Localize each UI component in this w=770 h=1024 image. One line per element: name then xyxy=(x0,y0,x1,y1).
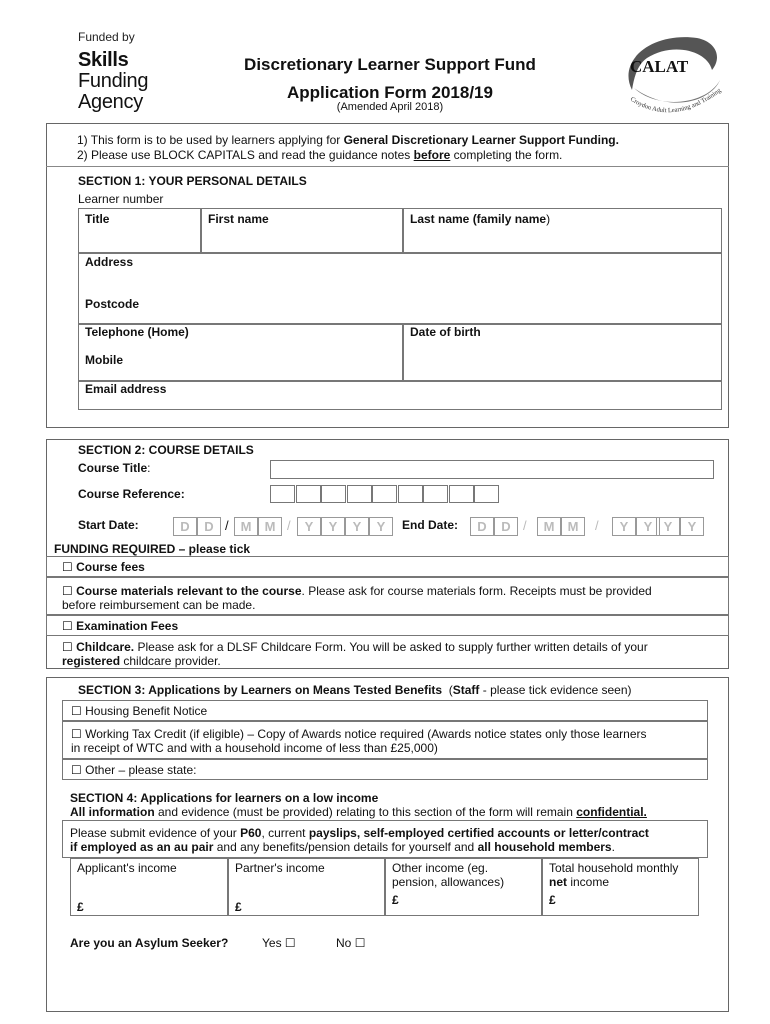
course-ref-box[interactable] xyxy=(296,485,321,503)
asylum-no-option[interactable]: No ☐ xyxy=(336,936,366,950)
course-fees-option[interactable]: ☐ Course fees xyxy=(62,560,145,574)
first-name-label: First name xyxy=(208,212,269,226)
course-ref-box[interactable] xyxy=(474,485,499,503)
address-field[interactable] xyxy=(78,253,722,324)
dob-label: Date of birth xyxy=(410,325,481,339)
course-ref-box[interactable] xyxy=(321,485,346,503)
total-income-label-2: net income xyxy=(549,875,610,889)
address-label: Address xyxy=(85,255,134,269)
end-day-box[interactable]: D xyxy=(470,517,494,536)
other-income-label-2: pension, allowances) xyxy=(392,875,505,889)
sfa-logo-line: Funding xyxy=(78,70,149,92)
end-day-box[interactable]: D xyxy=(494,517,518,536)
calat-logo xyxy=(612,30,727,125)
exam-fees-option[interactable]: ☐ Examination Fees xyxy=(62,619,179,633)
start-date-label: Start Date: xyxy=(78,518,139,532)
checkbox-icon[interactable]: ☐ xyxy=(71,727,82,741)
course-ref-box[interactable] xyxy=(423,485,448,503)
evidence-line-2: if employed as an au pair and any benefits/pension details for yourself and all household members. xyxy=(70,840,615,854)
email-label: Email address xyxy=(85,382,167,396)
divider xyxy=(46,166,729,167)
telephone-label: Telephone (Home) xyxy=(85,325,189,339)
childcare-option[interactable]: ☐ Childcare. Please ask for a DLSF Childcare Form. You will be asked to supply further written details of your xyxy=(62,640,648,654)
title-label: Title xyxy=(85,212,110,226)
checkbox-icon[interactable]: ☐ xyxy=(354,936,366,950)
end-year-box[interactable]: Y xyxy=(656,517,680,536)
start-year-box[interactable]: Y xyxy=(297,517,321,536)
start-month-box[interactable]: M xyxy=(258,517,282,536)
intro-line-1: 1) This form is to be used by learners applying for General Discretionary Learner Support Funding. xyxy=(77,133,619,147)
postcode-label: Postcode xyxy=(85,297,140,311)
evidence-line-1: Please submit evidence of your P60, current payslips, self-employed certified accounts or letter/contract xyxy=(70,826,649,840)
mobile-label: Mobile xyxy=(85,353,123,367)
wtc-line-2: in receipt of WTC and with a household income of less than £25,000) xyxy=(71,741,438,755)
date-separator: / xyxy=(287,518,291,533)
checkbox-icon[interactable]: ☐ xyxy=(284,936,296,950)
checkbox-icon[interactable]: ☐ xyxy=(62,640,73,654)
pound-sign: £ xyxy=(235,900,242,914)
calat-tagline: Croydon Adult Learning and Training xyxy=(628,87,723,115)
course-title-input[interactable] xyxy=(270,460,714,479)
start-day-box[interactable]: D xyxy=(197,517,221,536)
intro-line-2: 2) Please use BLOCK CAPITALS and read the guidance notes before completing the form. xyxy=(77,148,563,162)
course-ref-box[interactable] xyxy=(372,485,397,503)
section-2-heading: SECTION 2: COURSE DETAILS xyxy=(78,443,254,457)
pound-sign: £ xyxy=(549,893,556,907)
section-4-note: All information and evidence (must be provided) relating to this section of the form will remain confidential. xyxy=(70,805,647,819)
other-income-label: Other income (eg. xyxy=(392,861,489,875)
last-name-label: Last name (family name) xyxy=(410,212,551,226)
start-month-box[interactable]: M xyxy=(234,517,258,536)
calat-logo-text: CALAT xyxy=(630,57,689,76)
end-date-label: End Date: xyxy=(402,518,459,532)
date-separator: / xyxy=(225,518,229,533)
start-year-box[interactable]: Y xyxy=(321,517,345,536)
course-fees-row[interactable] xyxy=(46,556,729,577)
section-3-heading: SECTION 3: Applications by Learners on Means Tested Benefits (Staff - please tick evidence seen) xyxy=(78,683,632,697)
asylum-question: Are you an Asylum Seeker? xyxy=(70,936,229,950)
start-year-box[interactable]: Y xyxy=(369,517,393,536)
end-month-box[interactable]: M xyxy=(537,517,561,536)
pound-sign: £ xyxy=(77,900,84,914)
end-year-box[interactable]: Y xyxy=(612,517,636,536)
total-income-label: Total household monthly xyxy=(549,861,679,875)
checkbox-icon[interactable]: ☐ xyxy=(71,704,82,718)
wtc-option[interactable]: ☐ Working Tax Credit (if eligible) – Copy of Awards notice required (Awards notice states only those learners xyxy=(71,727,647,741)
materials-option[interactable]: ☐ Course materials relevant to the course. Please ask for course materials form. Receipts must be provided xyxy=(62,584,652,598)
checkbox-icon[interactable]: ☐ xyxy=(62,560,73,574)
asylum-yes-option[interactable]: Yes ☐ xyxy=(262,936,296,950)
checkbox-icon[interactable]: ☐ xyxy=(71,763,82,777)
pound-sign: £ xyxy=(392,893,399,907)
sfa-logo-line: Agency xyxy=(78,91,143,113)
form-subtitle: Application Form 2018/19 xyxy=(287,83,493,102)
sfa-logo xyxy=(78,50,148,113)
start-day-box[interactable]: D xyxy=(173,517,197,536)
amended-note: (Amended April 2018) xyxy=(336,101,444,113)
section-4-heading: SECTION 4: Applications for learners on a low income xyxy=(70,791,379,805)
course-ref-box[interactable] xyxy=(398,485,423,503)
end-year-box[interactable]: Y xyxy=(680,517,704,536)
other-option[interactable]: ☐ Other – please state: xyxy=(71,763,197,777)
funding-heading: FUNDING REQUIRED – please tick xyxy=(54,542,251,556)
email-field[interactable] xyxy=(78,381,722,410)
course-ref-box[interactable] xyxy=(449,485,474,503)
checkbox-icon[interactable]: ☐ xyxy=(62,584,73,598)
end-month-box[interactable]: M xyxy=(561,517,585,536)
course-title-label: Course Title: xyxy=(78,461,151,475)
learner-number-label: Learner number xyxy=(78,192,164,206)
start-year-box[interactable]: Y xyxy=(345,517,369,536)
applicant-income-label: Applicant's income xyxy=(77,861,177,875)
section-1-heading: SECTION 1: YOUR PERSONAL DETAILS xyxy=(78,174,307,188)
form-title: Discretionary Learner Support Fund xyxy=(244,55,536,74)
course-ref-label: Course Reference: xyxy=(78,487,185,501)
date-separator: / xyxy=(523,518,527,533)
checkbox-icon[interactable]: ☐ xyxy=(62,619,73,633)
end-year-box[interactable]: Y xyxy=(636,517,660,536)
housing-option[interactable]: ☐ Housing Benefit Notice xyxy=(71,704,208,718)
materials-line-2: before reimbursement can be made. xyxy=(62,598,256,612)
course-ref-box[interactable] xyxy=(270,485,295,503)
sfa-logo-line: Skills xyxy=(78,49,129,71)
course-ref-box[interactable] xyxy=(347,485,372,503)
date-separator: / xyxy=(595,518,599,533)
childcare-line-2: registered childcare provider. xyxy=(62,654,221,668)
partner-income-label: Partner's income xyxy=(235,861,325,875)
funded-by-label: Funded by xyxy=(78,30,135,44)
